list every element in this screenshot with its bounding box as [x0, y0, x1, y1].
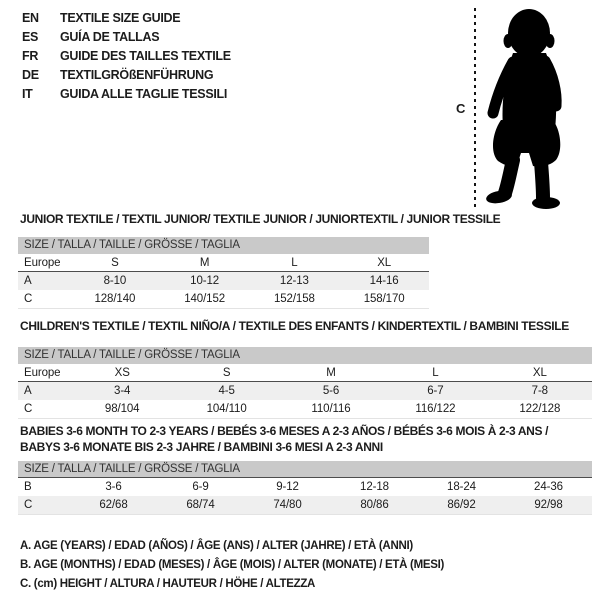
- footnote-line: C. (cm) HEIGHT / ALTURA / HAUTEUR / HÖHE / ALTEZZA: [20, 578, 316, 590]
- value-cell: 98/104: [104, 403, 140, 415]
- value-cell: 6-7: [427, 385, 444, 397]
- value-cell: 6-9: [192, 481, 209, 493]
- value-cell: 4-5: [218, 385, 235, 397]
- value-cell: 158/170: [363, 293, 405, 305]
- row-label-cell: C: [24, 499, 33, 511]
- value-cell: 152/158: [273, 293, 315, 305]
- baby-silhouette-image: [483, 5, 579, 209]
- language-code: ES: [22, 30, 39, 44]
- language-title: TEXTILE SIZE GUIDE: [60, 11, 181, 25]
- size-label-cell: XS: [114, 366, 130, 379]
- section-title: [18, 423, 593, 455]
- size-table: [18, 237, 429, 309]
- size-band-header: SIZE / TALLA / TAILLE / GRÖSSE / TAGLIA: [18, 347, 592, 364]
- table-row: [18, 382, 592, 400]
- footnote-line: A. AGE (YEARS) / EDAD (AÑOS) / ÂGE (ANS) / ALTER (JAHRE) / ETÀ (ANNI): [20, 540, 413, 552]
- value-cell: 9-12: [276, 481, 299, 493]
- language-code: IT: [22, 87, 33, 101]
- value-cell: 5-6: [322, 385, 340, 397]
- row-label-cell: C: [24, 293, 33, 305]
- row-label-cell: C: [24, 403, 33, 415]
- value-cell: 62/68: [99, 499, 128, 511]
- table-header-row: [18, 364, 592, 382]
- language-title: GUIDA ALLE TAGLIE TESSILI: [60, 87, 228, 101]
- language-title: GUÍA DE TALLAS: [60, 30, 160, 44]
- size-band-header: SIZE / TALLA / TAILLE / GRÖSSE / TAGLIA: [18, 461, 592, 478]
- section-title-line: BABYS 3-6 MONATE BIS 2-3 JAHRE / BAMBINI 3-6 MESI A 2-3 ANNI: [20, 440, 383, 454]
- section-title-line: BABIES 3-6 MONTH TO 2-3 YEARS / BEBÉS 3-6 MESES A 2-3 AÑOS / BÉBÉS 3-6 MOIS À 2-3 ANS /: [20, 424, 549, 438]
- row-label-cell: Europe: [24, 366, 61, 379]
- row-label-cell: A: [24, 275, 32, 287]
- value-cell: 3-4: [114, 385, 131, 397]
- value-cell: 12-18: [360, 481, 389, 493]
- height-measure-label: C: [456, 101, 466, 116]
- section-title: [18, 318, 593, 334]
- value-cell: 3-6: [105, 481, 122, 493]
- language-row: [22, 85, 231, 104]
- value-cell: 104/110: [206, 403, 247, 415]
- language-row: [22, 66, 231, 85]
- table-row: [18, 400, 592, 418]
- language-title: GUIDE DES TAILLES TEXTILE: [60, 49, 231, 63]
- value-cell: 74/80: [273, 499, 302, 511]
- value-cell: 7-8: [531, 385, 548, 397]
- size-label-cell: L: [432, 366, 439, 379]
- table-row: [18, 290, 429, 308]
- language-row: [22, 9, 231, 28]
- value-cell: 128/140: [94, 293, 136, 305]
- size-label-cell: S: [111, 256, 119, 269]
- value-cell: 110/116: [311, 403, 351, 415]
- size-label-cell: XL: [377, 256, 392, 269]
- section-title: [18, 211, 593, 227]
- table-rows: [18, 364, 592, 419]
- table-row: [18, 478, 592, 496]
- language-code: DE: [22, 68, 39, 82]
- section-junior-textile: [18, 211, 593, 309]
- value-cell: 14-16: [369, 275, 399, 287]
- size-band-header: SIZE / TALLA / TAILLE / GRÖSSE / TAGLIA: [18, 237, 429, 254]
- language-row: [22, 47, 231, 66]
- row-label-cell: B: [24, 481, 32, 493]
- section-babies-textile: [18, 423, 593, 515]
- value-cell: 122/128: [519, 403, 561, 415]
- language-code: FR: [22, 49, 39, 63]
- value-cell: 140/152: [184, 293, 226, 305]
- language-row: [22, 28, 231, 47]
- value-cell: 116/122: [415, 403, 456, 415]
- language-code: EN: [22, 11, 39, 25]
- size-label-cell: XL: [532, 366, 547, 379]
- size-label-cell: L: [291, 256, 298, 269]
- footnote-legend: [20, 537, 444, 594]
- row-label-cell: Europe: [24, 256, 61, 269]
- table-rows: [18, 478, 592, 515]
- row-label-cell: A: [24, 385, 32, 397]
- table-row: [18, 272, 429, 290]
- value-cell: 80/86: [360, 499, 389, 511]
- section-title-line: CHILDREN'S TEXTILE / TEXTIL NIÑO/A / TEXTILE DES ENFANTS / KINDERTEXTIL / BAMBINI TESSILE: [20, 319, 569, 333]
- size-label-cell: M: [199, 256, 210, 269]
- value-cell: 86/92: [447, 499, 476, 511]
- value-cell: 24-36: [534, 481, 563, 493]
- table-row: [18, 496, 592, 514]
- value-cell: 12-13: [279, 275, 309, 287]
- value-cell: 92/98: [534, 499, 563, 511]
- size-table: [18, 461, 592, 515]
- language-list: [22, 9, 231, 104]
- size-label-cell: M: [326, 366, 336, 379]
- size-label-cell: S: [222, 366, 231, 379]
- value-cell: 18-24: [447, 481, 476, 493]
- section-childrens-textile: [18, 318, 593, 419]
- language-title: TEXTILGRÖßENFÜHRUNG: [60, 68, 214, 82]
- section-title-line: JUNIOR TEXTILE / TEXTIL JUNIOR/ TEXTILE JUNIOR / JUNIORTEXTIL / JUNIOR TESSILE: [20, 212, 501, 226]
- table-header-row: [18, 254, 429, 272]
- height-measure-dotted-line: [474, 8, 476, 208]
- table-rows: [18, 254, 429, 309]
- value-cell: 8-10: [103, 275, 127, 287]
- value-cell: 10-12: [190, 275, 220, 287]
- size-table: [18, 347, 592, 419]
- footnote-line: B. AGE (MONTHS) / EDAD (MESES) / ÂGE (MOIS) / ALTER (MONATE) / ETÀ (MESI): [20, 559, 445, 571]
- value-cell: 68/74: [186, 499, 215, 511]
